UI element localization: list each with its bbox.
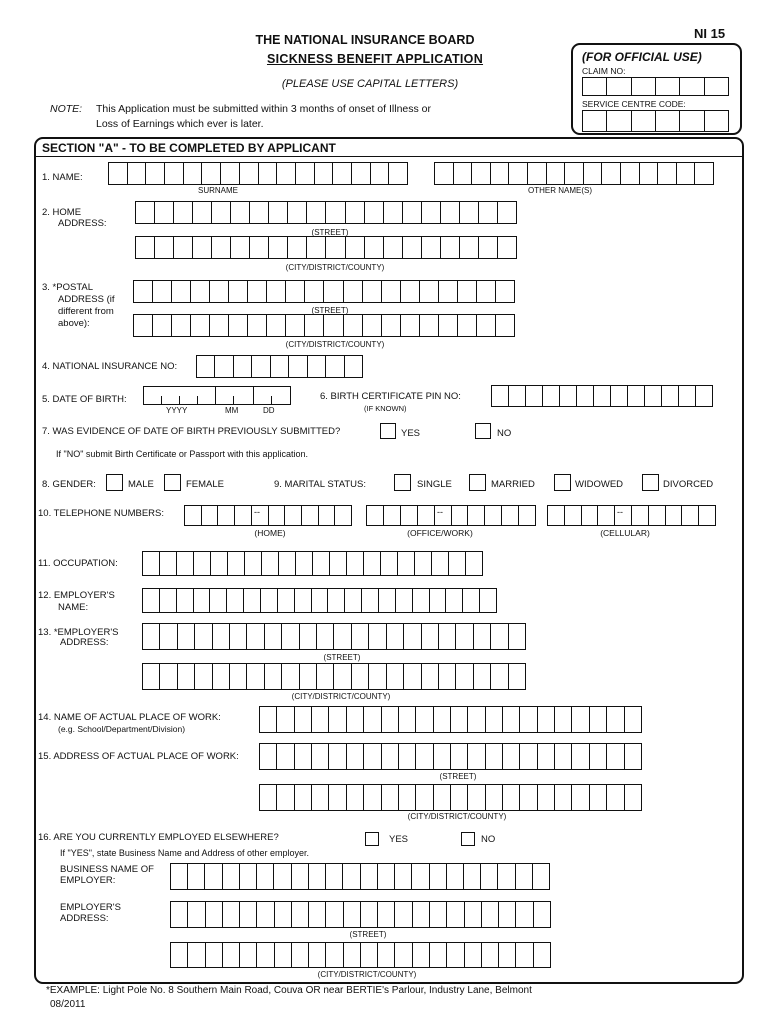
- q16-yes-checkbox[interactable]: [365, 832, 379, 846]
- q7-no-label: NO: [497, 428, 512, 439]
- place-of-work-input[interactable]: [259, 706, 642, 733]
- other-names-input[interactable]: [434, 162, 714, 185]
- q3-label: 3. *POSTAL: [42, 282, 94, 293]
- q13-label: 13. *EMPLOYER'S: [38, 627, 119, 638]
- official-use-title: (FOR OFFICIAL USE): [582, 50, 702, 64]
- q12-label-2: NAME:: [58, 602, 89, 613]
- q16-yes-label: YES: [389, 834, 409, 845]
- home-street-caption: (STREET): [311, 228, 349, 237]
- claim-no-label: CLAIM NO:: [582, 66, 626, 76]
- employer-city-caption: (CITY/DISTRICT/COUNTY): [291, 692, 391, 701]
- footer-date: 08/2011: [50, 999, 86, 1010]
- home-city-caption: (CITY/DISTRICT/COUNTY): [285, 263, 385, 272]
- postal-street-caption: (STREET): [311, 306, 349, 315]
- q10-label: 10. TELEPHONE NUMBERS:: [38, 508, 165, 519]
- phone-home-input[interactable]: [184, 505, 352, 526]
- q12-label: 12. EMPLOYER'S: [38, 590, 115, 601]
- employer-street-input[interactable]: [142, 623, 526, 650]
- note-label: NOTE:: [50, 103, 83, 115]
- widowed-checkbox[interactable]: [554, 474, 571, 491]
- work-city-caption: (CITY/DISTRICT/COUNTY): [407, 812, 507, 821]
- single-label: SINGLE: [417, 479, 452, 490]
- q9-label: 9. MARITAL STATUS:: [274, 479, 367, 490]
- phone-home-dash: --: [254, 507, 260, 517]
- employer-name-input[interactable]: [142, 588, 497, 613]
- q7-note: If "NO" submit Birth Certificate or Passport with this application.: [56, 449, 308, 459]
- other-employer-city-caption: (CITY/DISTRICT/COUNTY): [317, 970, 417, 979]
- service-centre-label: SERVICE CENTRE CODE:: [582, 99, 686, 109]
- home-city-input[interactable]: [135, 236, 517, 259]
- title-form: SICKNESS BENEFIT APPLICATION: [266, 52, 484, 66]
- q7-yes-checkbox[interactable]: [380, 423, 396, 439]
- q16-no-checkbox[interactable]: [461, 832, 475, 846]
- married-checkbox[interactable]: [469, 474, 486, 491]
- q13-label-2: ADDRESS:: [60, 637, 109, 648]
- q16-no-label: NO: [481, 834, 496, 845]
- divorced-label: DIVORCED: [663, 479, 714, 490]
- note-text-line1: This Application must be submitted within 3 months of onset of Illness or: [96, 103, 432, 115]
- other-employer-city-input[interactable]: [170, 942, 551, 968]
- q7-yes-label: YES: [401, 428, 421, 439]
- other-employer-address-label-2: ADDRESS:: [60, 913, 109, 924]
- phone-office-dash: --: [437, 507, 443, 517]
- widowed-label: WIDOWED: [575, 479, 624, 490]
- q3-label-3: different from: [58, 306, 114, 317]
- home-street-input[interactable]: [135, 201, 517, 224]
- female-label: FEMALE: [186, 479, 225, 490]
- ni-number-input[interactable]: [196, 355, 363, 378]
- q7-label: 7. WAS EVIDENCE OF DATE OF BIRTH PREVIOUSLY SUBMITTED?: [42, 426, 341, 437]
- capital-letters-note: (PLEASE USE CAPITAL LETTERS): [281, 78, 459, 90]
- phone-cell-input[interactable]: [547, 505, 716, 526]
- dob-yyyy-caption: YYYY: [166, 406, 188, 415]
- married-label: MARRIED: [491, 479, 535, 490]
- phone-home-caption: (HOME): [254, 528, 286, 538]
- work-street-caption: (STREET): [439, 772, 477, 781]
- occupation-input[interactable]: [142, 551, 483, 576]
- divorced-checkbox[interactable]: [642, 474, 659, 491]
- phone-office-input[interactable]: [366, 505, 536, 526]
- phone-office-caption: (OFFICE/WORK): [407, 528, 473, 538]
- dob-mm-caption: MM: [225, 406, 239, 415]
- q2-label: 2. HOME: [42, 207, 82, 218]
- if-known-caption: (IF KNOWN): [364, 404, 407, 413]
- q3-label-4: above):: [58, 318, 90, 329]
- business-name-label: BUSINESS NAME OF: [60, 864, 154, 875]
- phone-cell-caption: (CELLULAR): [600, 528, 650, 538]
- q14-sub: (e.g. School/Department/Division): [58, 724, 186, 734]
- note-text-line2: Loss of Earnings which ever is later.: [96, 118, 264, 130]
- section-a-divider: [35, 156, 743, 157]
- footer-example: *EXAMPLE: Light Pole No. 8 Southern Main Road, Couva OR near BERTIE's Parlour, Industry Lane, Belmont: [46, 985, 532, 996]
- phone-cell-dash: --: [617, 507, 623, 517]
- surname-input[interactable]: [108, 162, 408, 185]
- q5-label: 5. DATE OF BIRTH:: [42, 394, 127, 405]
- birth-cert-input[interactable]: [491, 385, 713, 407]
- q11-label: 11. OCCUPATION:: [38, 558, 118, 569]
- title-board: THE NATIONAL INSURANCE BOARD: [255, 33, 475, 47]
- q7-no-checkbox[interactable]: [475, 423, 491, 439]
- male-checkbox[interactable]: [106, 474, 123, 491]
- q4-label: 4. NATIONAL INSURANCE NO:: [42, 361, 178, 372]
- q1-name-label: 1. NAME:: [42, 172, 83, 183]
- service-centre-boxes[interactable]: [582, 110, 729, 132]
- form-code: NI 15: [694, 26, 726, 41]
- q2-label-2: ADDRESS:: [58, 218, 107, 229]
- q15-label: 15. ADDRESS OF ACTUAL PLACE OF WORK:: [38, 751, 239, 762]
- work-street-input[interactable]: [259, 743, 642, 770]
- business-name-label-2: EMPLOYER:: [60, 875, 116, 886]
- q8-label: 8. GENDER:: [42, 479, 96, 490]
- employer-street-caption: (STREET): [323, 653, 361, 662]
- postal-street-input[interactable]: [133, 280, 515, 303]
- q3-label-2: ADDRESS (if: [58, 294, 115, 305]
- dob-input[interactable]: [143, 386, 291, 405]
- employer-city-input[interactable]: [142, 663, 526, 690]
- surname-caption: SURNAME: [197, 186, 238, 195]
- dob-dd-caption: DD: [263, 406, 275, 415]
- claim-no-boxes[interactable]: [582, 77, 729, 96]
- work-city-input[interactable]: [259, 784, 642, 811]
- postal-city-input[interactable]: [133, 314, 515, 337]
- female-checkbox[interactable]: [164, 474, 181, 491]
- q6-label: 6. BIRTH CERTIFICATE PIN NO:: [320, 391, 461, 402]
- single-checkbox[interactable]: [394, 474, 411, 491]
- section-a-title: SECTION "A" - TO BE COMPLETED BY APPLICANT: [42, 141, 336, 155]
- q16-note: If "YES", state Business Name and Address of other employer.: [60, 848, 310, 858]
- q14-label: 14. NAME OF ACTUAL PLACE OF WORK:: [38, 712, 221, 723]
- male-label: MALE: [128, 479, 154, 490]
- other-names-caption: OTHER NAME(S): [528, 186, 592, 195]
- q16-label: 16. ARE YOU CURRENTLY EMPLOYED ELSEWHERE?: [38, 832, 279, 843]
- other-employer-street-caption: (STREET): [349, 930, 387, 939]
- business-name-input[interactable]: [170, 863, 550, 890]
- other-employer-address-label: EMPLOYER'S: [60, 902, 121, 913]
- other-employer-street-input[interactable]: [170, 901, 551, 928]
- postal-city-caption: (CITY/DISTRICT/COUNTY): [285, 340, 385, 349]
